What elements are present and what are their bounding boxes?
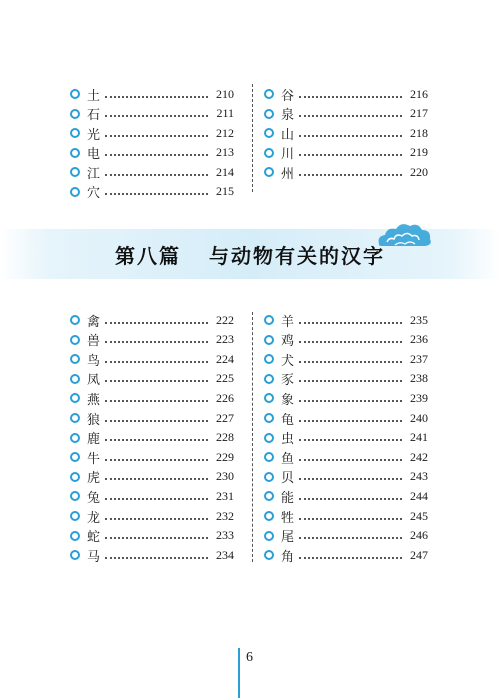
- entry-character: 鱼: [281, 451, 295, 467]
- entry-page-number: 234: [216, 547, 234, 562]
- entry-character: 州: [281, 166, 295, 182]
- toc-entry[interactable]: [70, 467, 234, 487]
- entry-page-number: 235: [410, 312, 428, 327]
- toc-entry[interactable]: [264, 526, 428, 546]
- dot-leader: [105, 458, 208, 461]
- entry-page-number: 220: [410, 164, 428, 179]
- toc-entry[interactable]: [70, 330, 234, 350]
- bullet-icon: [70, 413, 80, 423]
- entry-page-number: 239: [410, 390, 428, 405]
- page-number: 6: [246, 650, 253, 665]
- entry-character: 牲: [281, 510, 295, 526]
- entry-character: 江: [87, 166, 101, 182]
- toc-entry[interactable]: [70, 104, 234, 124]
- entry-character: 虫: [281, 432, 295, 448]
- entry-page-number: 215: [216, 184, 234, 198]
- dot-leader: [105, 536, 208, 539]
- dot-leader: [105, 321, 208, 324]
- toc-entry[interactable]: [70, 408, 234, 428]
- bullet-icon: [264, 167, 274, 177]
- dot-leader: [105, 153, 208, 156]
- entry-character: 豕: [281, 373, 295, 389]
- entry-character: 贝: [281, 471, 295, 487]
- entry-character: 尾: [281, 530, 295, 546]
- dot-leader: [299, 379, 402, 382]
- entry-page-number: 227: [216, 410, 234, 425]
- entry-character: 泉: [281, 108, 295, 123]
- entry-character: 电: [87, 147, 101, 162]
- entry-character: 土: [87, 88, 101, 104]
- bullet-icon: [70, 491, 80, 501]
- toc-column-2-left: [70, 310, 234, 565]
- toc-entry[interactable]: [70, 526, 234, 546]
- toc-entry[interactable]: [264, 104, 428, 124]
- entry-page-number: 212: [216, 125, 234, 140]
- entry-character: 穴: [87, 186, 101, 201]
- toc-entry[interactable]: [264, 162, 428, 182]
- entry-character: 羊: [281, 314, 295, 330]
- toc-entry[interactable]: [70, 447, 234, 467]
- bullet-icon: [264, 354, 274, 364]
- bullet-icon: [264, 550, 274, 560]
- dot-leader: [105, 477, 208, 480]
- bullet-icon: [264, 531, 274, 541]
- toc-entry[interactable]: [264, 388, 428, 408]
- entry-character: 兔: [87, 490, 101, 506]
- bullet-icon: [264, 374, 274, 384]
- entry-character: 虎: [87, 471, 101, 487]
- dot-leader: [105, 114, 208, 117]
- dot-leader: [299, 438, 402, 441]
- toc-entry[interactable]: [70, 84, 234, 104]
- entry-page-number: 236: [410, 332, 428, 347]
- entry-page-number: 238: [410, 371, 428, 386]
- entry-character: 鹿: [87, 432, 101, 448]
- dot-leader: [299, 399, 402, 402]
- bullet-icon: [264, 413, 274, 423]
- dot-leader: [299, 134, 402, 137]
- entry-page-number: 241: [410, 430, 428, 445]
- bullet-icon: [70, 452, 80, 462]
- bullet-icon: [264, 433, 274, 443]
- dot-leader: [299, 536, 402, 539]
- toc-entry[interactable]: [264, 369, 428, 389]
- entry-page-number: 246: [410, 528, 428, 543]
- toc-entry[interactable]: [70, 123, 234, 143]
- dot-leader: [299, 114, 402, 117]
- entry-character: 凤: [87, 373, 101, 389]
- entry-character: 石: [87, 108, 101, 123]
- entry-character: 龟: [281, 412, 295, 428]
- dot-leader: [105, 497, 208, 500]
- dot-leader: [105, 173, 208, 176]
- entry-page-number: 228: [216, 430, 234, 445]
- toc-entry[interactable]: [264, 447, 428, 467]
- toc-entry[interactable]: [70, 428, 234, 448]
- entry-page-number: 245: [410, 508, 428, 523]
- toc-entry[interactable]: [264, 545, 428, 565]
- entry-page-number: 231: [216, 488, 234, 503]
- entry-page-number: 237: [410, 351, 428, 366]
- toc-entry[interactable]: [264, 349, 428, 369]
- entry-character: 光: [87, 127, 101, 143]
- entry-character: 马: [87, 549, 101, 565]
- dot-leader: [299, 360, 402, 363]
- bullet-icon: [70, 315, 80, 325]
- bullet-icon: [70, 148, 80, 158]
- toc-entry[interactable]: [264, 84, 428, 104]
- dot-leader: [105, 556, 208, 559]
- toc-entry[interactable]: [264, 310, 428, 330]
- bullet-icon: [70, 167, 80, 177]
- dot-leader: [299, 153, 402, 156]
- bullet-icon: [264, 491, 274, 501]
- entry-page-number: 233: [216, 528, 234, 543]
- entry-page-number: 217: [410, 106, 428, 120]
- toc-entry[interactable]: [70, 486, 234, 506]
- entry-character: 龙: [87, 510, 101, 526]
- bullet-icon: [70, 550, 80, 560]
- entry-page-number: 229: [216, 449, 234, 464]
- entry-page-number: 211: [216, 106, 234, 120]
- dot-leader: [299, 477, 402, 480]
- entry-character: 兽: [87, 334, 101, 350]
- entry-character: 燕: [87, 392, 101, 408]
- entry-character: 犬: [281, 353, 295, 369]
- entry-page-number: 225: [216, 371, 234, 386]
- bullet-icon: [264, 315, 274, 325]
- toc-column-1-left: [70, 84, 234, 208]
- toc-column-1-right: [264, 84, 428, 188]
- entry-character: 狼: [87, 412, 101, 428]
- bullet-icon: [264, 472, 274, 482]
- entry-page-number: 240: [410, 410, 428, 425]
- dot-leader: [105, 360, 208, 363]
- dot-leader: [299, 419, 402, 422]
- entry-page-number: 216: [410, 86, 428, 101]
- dot-leader: [105, 340, 208, 343]
- entry-page-number: 210: [216, 86, 234, 101]
- bullet-icon: [70, 433, 80, 443]
- toc-entry[interactable]: [70, 143, 234, 163]
- bullet-icon: [70, 354, 80, 364]
- dot-leader: [299, 556, 402, 559]
- dot-leader: [105, 438, 208, 441]
- dot-leader: [299, 340, 402, 343]
- bullet-icon: [264, 148, 274, 158]
- entry-character: 山: [281, 127, 295, 143]
- toc-entry[interactable]: [70, 310, 234, 330]
- entry-character: 象: [281, 392, 295, 408]
- toc-entry[interactable]: [264, 486, 428, 506]
- bullet-icon: [264, 452, 274, 462]
- entry-character: 禽: [87, 314, 101, 330]
- toc-entry[interactable]: [264, 428, 428, 448]
- entry-page-number: 218: [410, 125, 428, 140]
- entry-page-number: 214: [216, 164, 234, 179]
- part-label: 第八篇: [115, 243, 181, 268]
- toc-column-2-right: [264, 310, 428, 565]
- entry-character: 谷: [281, 88, 295, 104]
- toc-entry[interactable]: [264, 143, 428, 163]
- toc-entry[interactable]: [264, 467, 428, 487]
- footer-rule: [238, 648, 240, 698]
- dot-leader: [299, 458, 402, 461]
- entry-page-number: 223: [216, 332, 234, 347]
- entry-page-number: 213: [216, 145, 234, 159]
- part-title: 与动物有关的汉字: [209, 243, 385, 268]
- entry-character: 角: [281, 549, 295, 565]
- dot-leader: [299, 321, 402, 324]
- bullet-icon: [70, 128, 80, 138]
- bullet-icon: [70, 472, 80, 482]
- bullet-icon: [70, 187, 80, 197]
- entry-page-number: 243: [410, 469, 428, 484]
- entry-character: 牛: [87, 451, 101, 467]
- column-divider-2: [252, 312, 253, 562]
- entry-page-number: 244: [410, 488, 428, 503]
- toc-entry[interactable]: [264, 123, 428, 143]
- bullet-icon: [70, 393, 80, 403]
- entry-page-number: 230: [216, 469, 234, 484]
- bullet-icon: [264, 335, 274, 345]
- toc-entry[interactable]: [264, 506, 428, 526]
- entry-page-number: 232: [216, 508, 234, 523]
- toc-entry[interactable]: [70, 349, 234, 369]
- entry-page-number: 226: [216, 390, 234, 405]
- entry-character: 蛇: [87, 530, 101, 546]
- entry-character: 鸡: [281, 334, 295, 350]
- toc-entry[interactable]: [70, 369, 234, 389]
- dot-leader: [105, 95, 208, 98]
- bullet-icon: [264, 89, 274, 99]
- entry-page-number: 222: [216, 312, 234, 327]
- toc-entry[interactable]: [70, 506, 234, 526]
- bullet-icon: [70, 511, 80, 521]
- bullet-icon: [264, 128, 274, 138]
- bullet-icon: [70, 531, 80, 541]
- dot-leader: [299, 95, 402, 98]
- entry-character: 鸟: [87, 353, 101, 369]
- bullet-icon: [70, 335, 80, 345]
- toc-entry[interactable]: [264, 330, 428, 350]
- dot-leader: [105, 192, 208, 195]
- toc-entry[interactable]: [264, 408, 428, 428]
- bullet-icon: [70, 89, 80, 99]
- entry-page-number: 247: [410, 547, 428, 562]
- entry-page-number: 224: [216, 351, 234, 366]
- dot-leader: [105, 517, 208, 520]
- dot-leader: [105, 134, 208, 137]
- entry-page-number: 242: [410, 449, 428, 464]
- dot-leader: [105, 419, 208, 422]
- bullet-icon: [70, 374, 80, 384]
- bullet-icon: [264, 511, 274, 521]
- toc-entry[interactable]: [70, 545, 234, 565]
- entry-page-number: 219: [410, 145, 428, 159]
- section-title: [0, 229, 500, 279]
- dot-leader: [299, 497, 402, 500]
- dot-leader: [299, 517, 402, 520]
- bullet-icon: [264, 393, 274, 403]
- dot-leader: [105, 399, 208, 402]
- toc-entry[interactable]: [70, 182, 234, 202]
- entry-character: 能: [281, 490, 295, 506]
- column-divider-1: [252, 84, 253, 192]
- toc-entry[interactable]: [70, 162, 234, 182]
- toc-entry[interactable]: [70, 388, 234, 408]
- bullet-icon: [264, 109, 274, 119]
- dot-leader: [105, 379, 208, 382]
- bullet-icon: [70, 109, 80, 119]
- dot-leader: [299, 173, 402, 176]
- entry-character: 川: [281, 147, 295, 162]
